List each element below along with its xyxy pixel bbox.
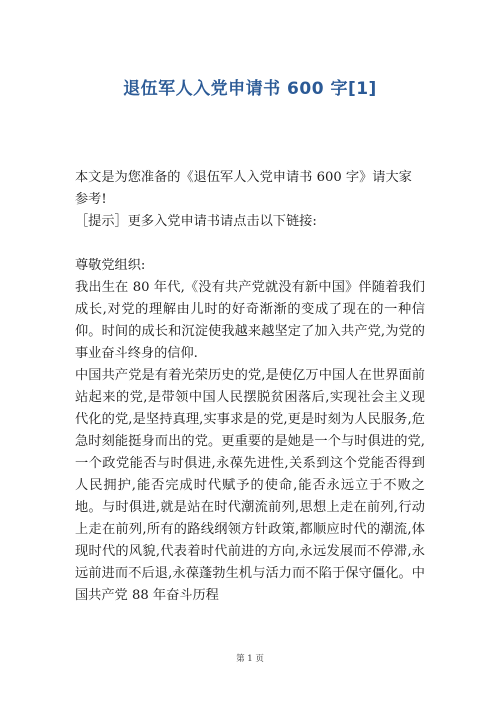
paragraph-1: 我出生在 80 年代,《没有共产党就没有新中国》伴随着我们成长,对党的理解由儿时的好奇渐渐的变成了现在的一种信仰。时间的成长和沉淀使我越来越坚定了加入共产党,为党的事业奋斗终身的信仰. [75,280,425,361]
hint-line: ［提示］更多入党申请书请点击以下链接: [75,214,317,229]
document-body [75,167,425,607]
page-number: 第 1 页 [236,654,264,664]
paragraph-2: 中国共产党是有着光荣历史的党,是使亿万中国人在世界面前站起来的党,是带领中国人民摆脱贫困落后,实现社会主义现代化的党,是坚持真理,实事求是的党,更是时刻为人民服务,危急时刻能挺身而出的党。更重要的是她是一个与时俱进的党,一个政党能否与时俱进,永葆先进性,关系到这个党能否得到人民拥护,能否完成时代赋予的使命,能否永远立于不败之地。与时俱进,就是站在时代潮流前列,思想上走在前列,行动上走在前列,所有的路线纲领方针政策,都顺应时代的潮流,体现时代的风貌,代表着时代前进的方向,永远发展而不停滞,永远前进而不后退,永葆蓬勃生机与活力而不陷于保守僵化。中国共产党 88 年奋斗历程 [75,368,425,603]
spacer [75,233,425,255]
document-title: 退伍军人入党申请书 600 字[1] [123,79,377,99]
intro-line: 本文是为您准备的《退伍军人入党申请书 600 字》请大家参考! [75,170,412,207]
salutation: 尊敬党组织: [75,258,146,273]
